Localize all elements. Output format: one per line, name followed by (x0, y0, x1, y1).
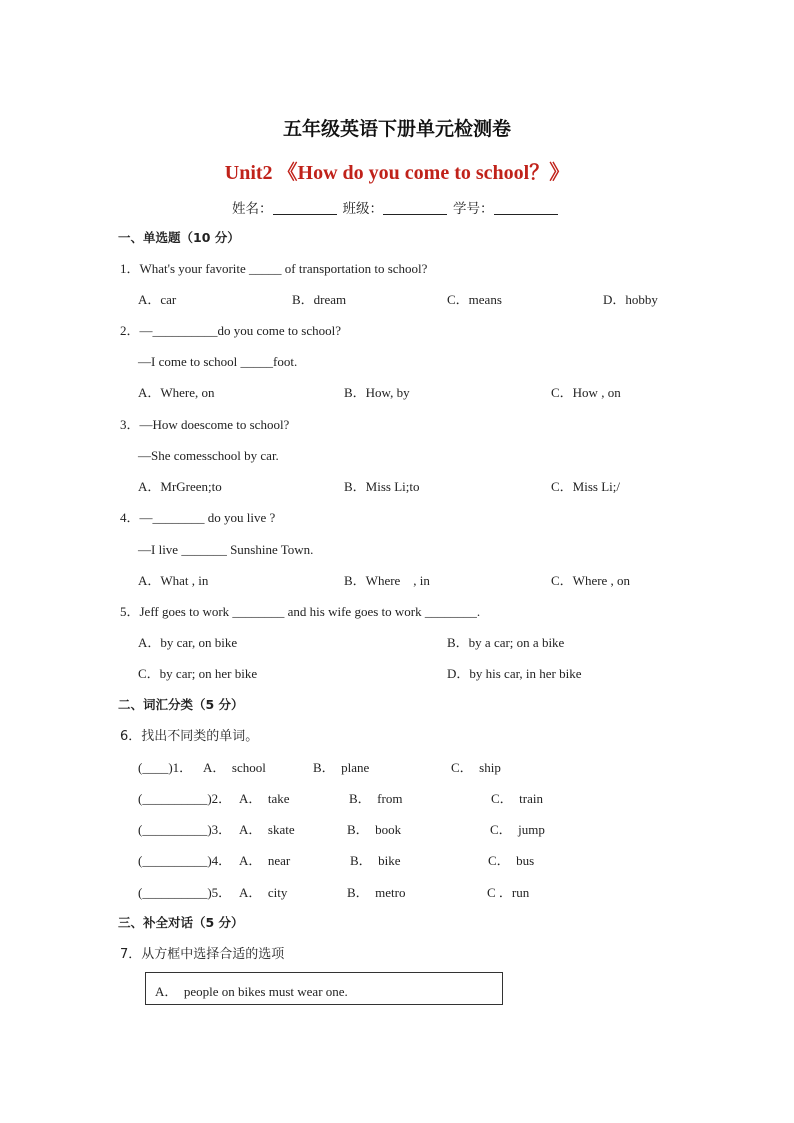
q5-option-c: C．by car; on her bike (138, 666, 258, 681)
student-info-line (232, 197, 564, 217)
q6-row-3-option-c: C． jump (490, 822, 545, 837)
q5-option-b: B．by a car; on a bike (447, 635, 565, 650)
q6-row-1-option-b: B． plane (313, 760, 370, 775)
q1-option-d: D．hobby (603, 292, 658, 307)
q1-option-c: C．means (447, 292, 502, 307)
q6-row-4-option-a: A． near (239, 853, 291, 868)
q6-row-1-number: (____)1． (138, 760, 193, 775)
q6-row-4-number: (__________)4． (138, 853, 232, 868)
q5-option-d: D．by his car, in her bike (447, 666, 582, 681)
q3-option-c: C．Miss Li;/ (551, 479, 620, 494)
section-heading-2: 二、词汇分类（5 分） (118, 697, 244, 712)
q1-option-b: B．dream (292, 292, 347, 307)
question-2-line2: —I come to school _____foot. (138, 354, 298, 369)
q5-option-a: A．by car, on bike (138, 635, 238, 650)
page-title: 五年级英语下册单元检测卷 (282, 118, 511, 140)
name-blank[interactable] (273, 201, 337, 215)
option-box (145, 972, 503, 1005)
section-heading-3: 三、补全对话（5 分） (118, 915, 244, 930)
class-blank[interactable] (383, 201, 447, 215)
q2-option-b: B．How, by (344, 385, 410, 400)
id-label: 学号： (453, 201, 494, 217)
q6-row-3-option-b: B． book (347, 822, 402, 837)
section-heading-1: 一、单选题（10 分） (118, 230, 240, 245)
box-option-a: A． people on bikes must wear one. (155, 984, 348, 999)
q4-option-a: A．What , in (138, 573, 209, 588)
q6-row-5-option-a: A． city (239, 885, 288, 900)
question-1-stem: 1．What's your favorite _____ of transportation to school? (120, 261, 428, 276)
question-4-stem: 4．—________ do you live ? (120, 510, 276, 525)
q2-option-a: A．Where, on (138, 385, 215, 400)
q4-option-b: B．Where , in (344, 573, 430, 588)
q6-row-4-option-b: B． bike (350, 853, 401, 868)
q1-option-a: A．car (138, 292, 177, 307)
question-4-line2: —I live _______ Sunshine Town. (138, 542, 314, 557)
question-3-line2: —She comesschool by car. (138, 448, 279, 463)
q6-row-2-number: (__________)2． (138, 791, 232, 806)
q6-row-5-number: (__________)5． (138, 885, 232, 900)
q4-option-c: C．Where , on (551, 573, 631, 588)
q3-option-a: A．MrGreen;to (138, 479, 222, 494)
q6-row-2-option-b: B． from (349, 791, 403, 806)
q6-row-3-number: (__________)3． (138, 822, 232, 837)
q6-row-2-option-a: A． take (239, 791, 290, 806)
id-blank[interactable] (494, 201, 558, 215)
question-6-stem: 6．找出不同类的单词。 (120, 729, 259, 744)
q6-row-5-option-b: B． metro (347, 885, 406, 900)
question-3-stem: 3．—How doescome to school? (120, 417, 290, 432)
q2-option-c: C．How , on (551, 385, 621, 400)
q6-row-2-option-c: C． train (491, 791, 543, 806)
question-5-stem: 5．Jeff goes to work ________ and his wife goes to work ________. (120, 604, 481, 619)
unit-subtitle: Unit2 《How do you come to school？》 (224, 162, 570, 184)
q6-row-3-option-a: A． skate (239, 822, 295, 837)
q6-row-4-option-c: C． bus (488, 853, 535, 868)
name-label: 姓名： (232, 201, 273, 217)
question-2-stem: 2．—__________do you come to school? (120, 323, 341, 338)
q3-option-b: B．Miss Li;to (344, 479, 420, 494)
q6-row-1-option-a: A． school (203, 760, 266, 775)
question-7-stem: 7．从方框中选择合适的选项 (120, 947, 285, 962)
class-label: 班级： (342, 201, 383, 217)
q6-row-1-option-c: C． ship (451, 760, 501, 775)
q6-row-5-option-c: C ．run (487, 885, 530, 900)
